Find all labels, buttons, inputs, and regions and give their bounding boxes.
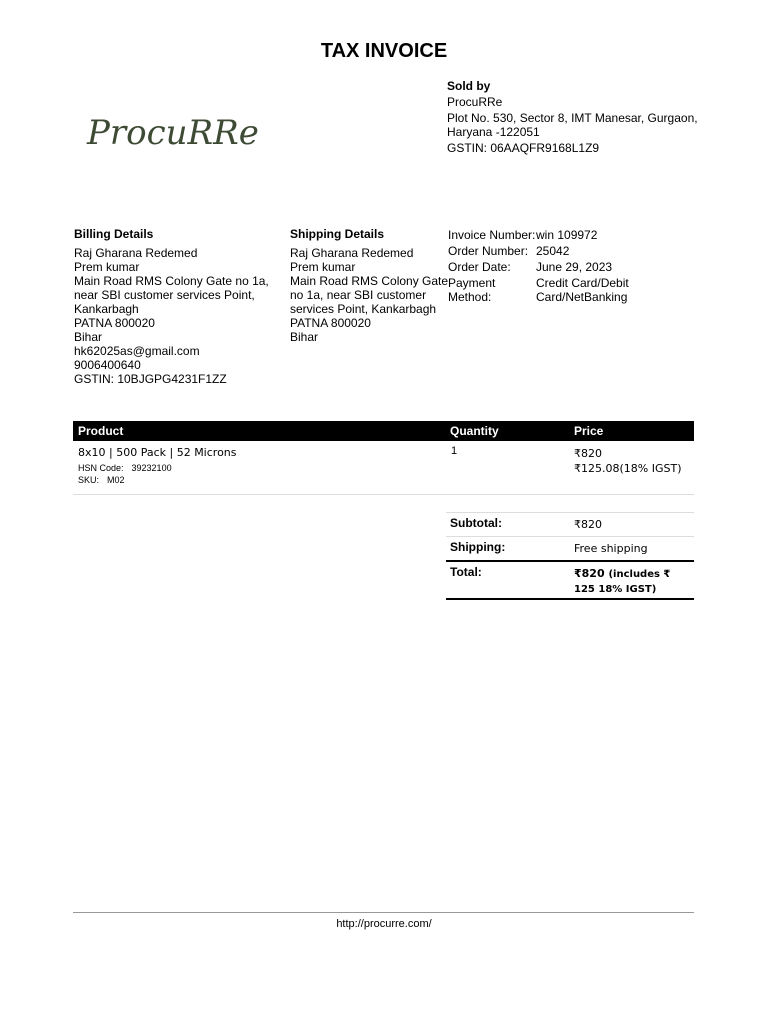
subtotal-label: Subtotal:: [450, 516, 502, 530]
payment-method-value: Credit Card/Debit Card/NetBanking: [536, 276, 629, 304]
billing-gstin: GSTIN: 10BJGPG4231F1ZZ: [74, 372, 227, 386]
header-price: Price: [574, 424, 604, 438]
product-price-cell: [574, 446, 682, 476]
sku-label: SKU:: [78, 475, 100, 485]
total-value: ₹820: [574, 567, 605, 580]
hsn-label: HSN Code:: [78, 463, 124, 473]
seller-heading: Sold by: [447, 79, 491, 93]
hsn-value: 39232100: [131, 463, 172, 473]
invoice-title: TAX INVOICE: [320, 40, 448, 62]
seller-name: ProcuRRe: [447, 95, 503, 109]
seller-address: Plot No. 530, Sector 8, IMT Manesar, Gurgaon, Haryana -122051: [447, 111, 698, 139]
billing-phone: 9006400640: [74, 358, 141, 372]
invoice-number-row: [448, 228, 698, 242]
footer-divider: [73, 912, 694, 913]
billing-line: Prem kumar: [74, 260, 140, 274]
subtotal-value: ₹820: [574, 518, 602, 531]
shipping-heading: Shipping Details: [290, 227, 385, 241]
billing-line: PATNA 800020: [74, 316, 155, 330]
product-tax: ₹125.08(18% IGST): [574, 462, 682, 475]
billing-line: Bihar: [74, 330, 103, 344]
shipping-details: [290, 227, 450, 344]
order-number-row: [448, 244, 698, 258]
shipping-line: PATNA 800020: [290, 316, 371, 330]
shipping-value: Free shipping: [574, 542, 648, 555]
total-value-cell: [574, 567, 694, 597]
invoice-number-label: Invoice Number:: [448, 228, 536, 242]
order-date-label: Order Date:: [448, 260, 511, 274]
seller-details: [447, 79, 707, 157]
billing-line: Main Road RMS Colony Gate no 1a, near SBI customer services Point, Kankarbagh: [74, 274, 269, 316]
shipping-line: Prem kumar: [290, 260, 356, 274]
product-hsn: [78, 463, 172, 473]
shipping-line: Main Road RMS Colony Gate no 1a, near SBI customer services Point, Kankarbagh: [290, 274, 449, 316]
total-tax-note: (includes ₹ 125 18% IGST): [574, 569, 671, 595]
logo-text: ProcuRRe: [87, 113, 259, 153]
products-table-header: [73, 421, 694, 441]
total-label: Total:: [450, 565, 482, 579]
shipping-row: [446, 536, 694, 560]
shipping-line: Raj Gharana Redemed: [290, 246, 414, 260]
footer-url[interactable]: http://procurre.com/: [336, 918, 432, 930]
product-name: 8x10 | 500 Pack | 52 Microns: [78, 446, 237, 459]
header-quantity: Quantity: [450, 424, 499, 438]
order-number-value: 25042: [536, 244, 570, 258]
seller-gstin: GSTIN: 06AAQFR9168L1Z9: [447, 141, 600, 155]
billing-line: Raj Gharana Redemed: [74, 246, 198, 260]
shipping-line: Bihar: [290, 330, 319, 344]
table-row: [73, 441, 694, 495]
billing-details: [74, 227, 274, 386]
subtotal-row: [446, 512, 694, 536]
payment-method-row: [448, 276, 698, 304]
invoice-meta: [448, 228, 698, 306]
totals-table: [446, 512, 694, 600]
logo-wordmark: [73, 88, 259, 180]
header-product: Product: [78, 424, 124, 438]
invoice-number-value: win 109972: [536, 228, 598, 242]
sku-value: M02: [107, 475, 125, 485]
order-date-row: [448, 260, 698, 274]
shipping-label: Shipping:: [450, 540, 506, 554]
company-logo: [73, 88, 259, 180]
order-number-label: Order Number:: [448, 244, 529, 258]
order-date-value: June 29, 2023: [536, 260, 613, 274]
product-sku: [78, 475, 125, 485]
billing-email: hk62025as@gmail.com: [74, 344, 200, 358]
product-quantity: 1: [451, 445, 458, 457]
billing-heading: Billing Details: [74, 227, 154, 241]
product-price: ₹820: [574, 447, 602, 460]
payment-method-label: Payment Method:: [448, 276, 496, 304]
total-row: [446, 560, 694, 600]
